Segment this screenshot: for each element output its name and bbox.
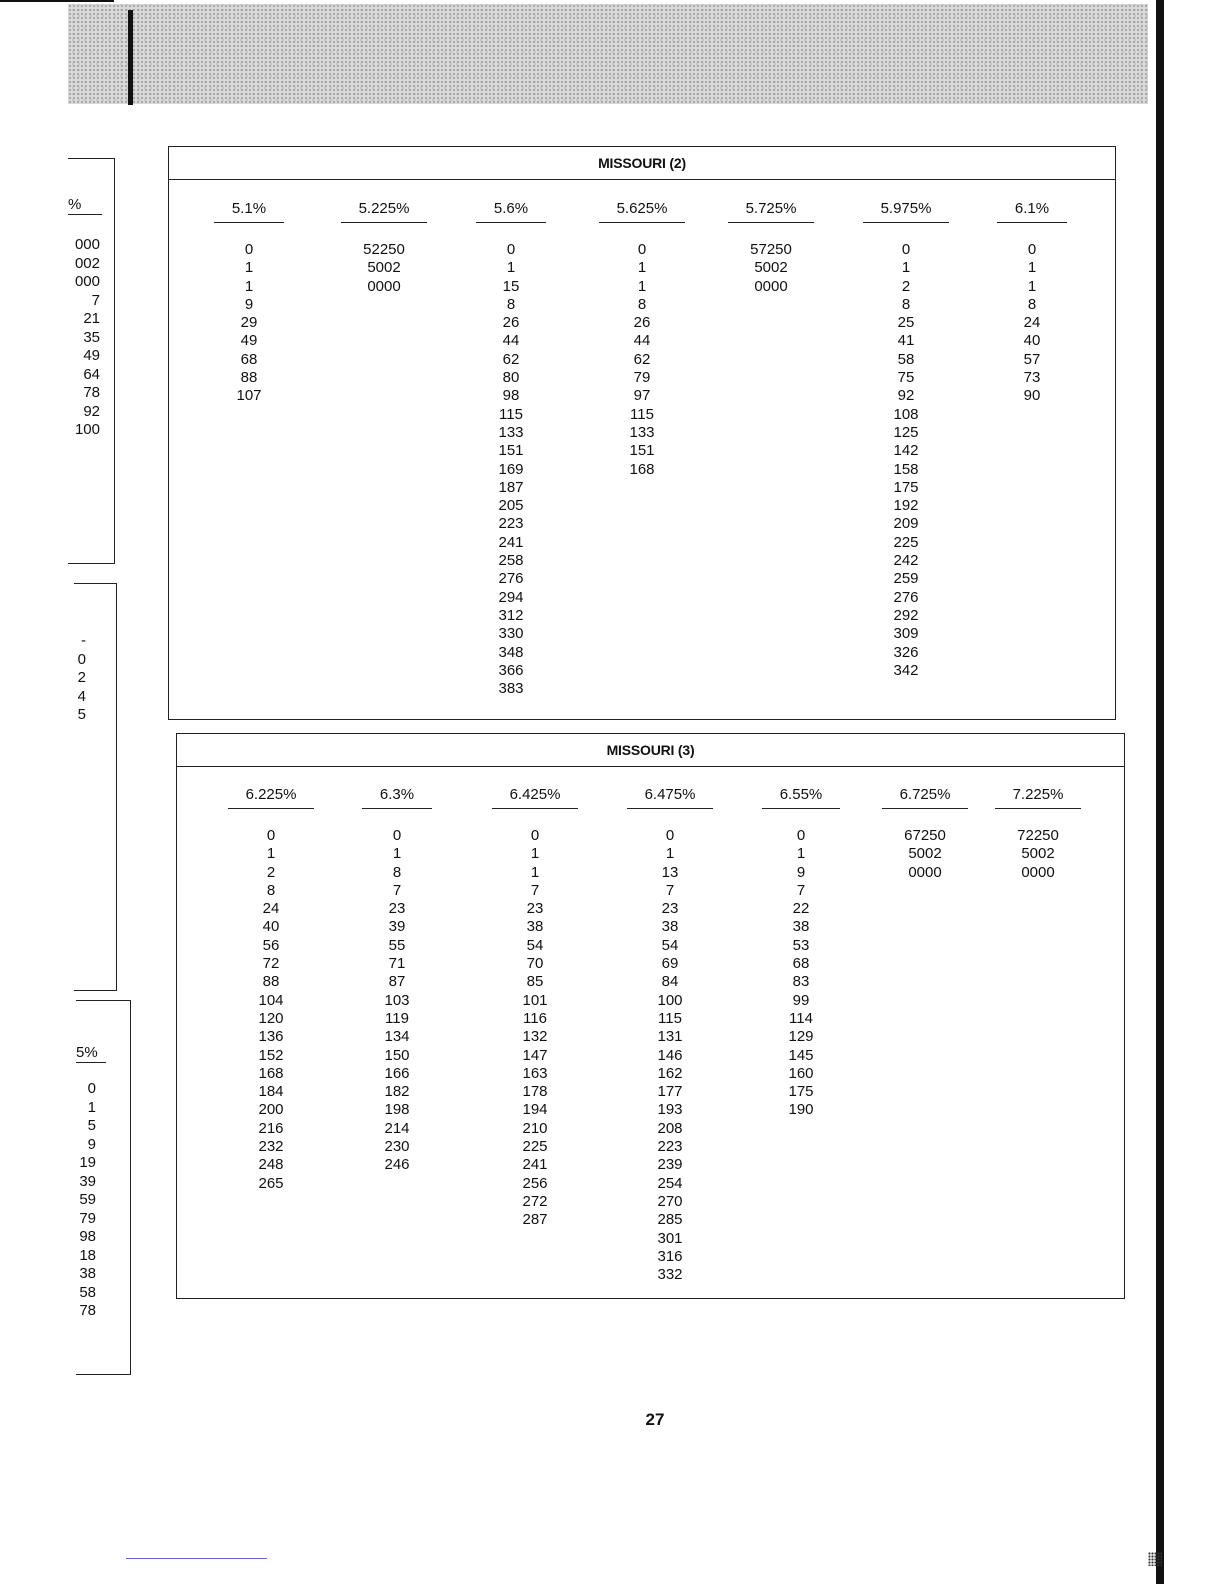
cell-value: 8 <box>392 863 402 881</box>
cell-value: 158 <box>893 460 919 478</box>
fragment-value: 000 <box>74 273 100 290</box>
column-header: 5.225% <box>341 200 428 223</box>
cell-value: 342 <box>893 661 919 679</box>
left-fragment-values-2 <box>62 632 86 725</box>
cell-value: 287 <box>522 1211 548 1229</box>
left-fragment-header-1: % <box>68 196 102 215</box>
cell-value: 132 <box>522 1028 548 1046</box>
fragment-value: 64 <box>83 365 100 383</box>
cell-value: 1 <box>796 845 806 863</box>
cell-value: 175 <box>788 1083 814 1101</box>
fragment-value: 5 <box>87 1117 96 1134</box>
cell-value: 25 <box>897 314 915 332</box>
fragment-value: 78 <box>79 1302 96 1319</box>
cell-value: 115 <box>630 405 654 423</box>
cell-value: 142 <box>893 442 919 460</box>
cell-value: 114 <box>789 1009 813 1027</box>
cell-value: 5002 <box>754 259 788 277</box>
cell-value: 0000 <box>754 277 788 295</box>
fragment-value: 18 <box>79 1246 96 1264</box>
bottom-rule <box>126 1558 267 1559</box>
cell-value: 223 <box>657 1138 683 1156</box>
cell-value: 90 <box>1023 387 1041 405</box>
cell-value: 1 <box>530 863 540 881</box>
cell-value: 330 <box>498 625 524 643</box>
cell-value: 168 <box>629 460 655 478</box>
cell-value: 7 <box>665 881 675 899</box>
fragment-value: 4 <box>77 687 86 705</box>
cell-value: 309 <box>893 625 919 643</box>
cell-value: 152 <box>258 1046 284 1064</box>
column-6.3% <box>337 786 457 1175</box>
fragment-value: 5 <box>77 706 86 723</box>
column-6.55% <box>741 786 861 1120</box>
cell-value: 0 <box>665 827 675 844</box>
cell-value: 87 <box>388 973 406 991</box>
cell-value: 178 <box>522 1083 548 1101</box>
cell-value: 44 <box>633 332 651 350</box>
cell-value: 258 <box>498 552 524 570</box>
cell-value: 22 <box>792 900 810 918</box>
cell-value: 8 <box>901 295 911 313</box>
cell-value: 129 <box>788 1028 814 1046</box>
cell-value: 193 <box>657 1101 683 1119</box>
cell-value: 5002 <box>1021 845 1055 863</box>
cell-value: 160 <box>788 1064 814 1082</box>
cell-value: 210 <box>522 1119 548 1137</box>
cell-value: 1 <box>637 277 647 295</box>
cell-value: 1 <box>530 845 540 863</box>
top-rule <box>0 0 114 2</box>
column-5.225% <box>324 200 444 296</box>
cell-value: 241 <box>522 1156 548 1174</box>
cell-value: 69 <box>661 955 679 973</box>
column-6.725% <box>865 786 985 882</box>
fragment-value: 39 <box>79 1172 96 1190</box>
fragment-value: - <box>81 632 86 649</box>
cell-value: 285 <box>657 1211 683 1229</box>
cell-value: 58 <box>897 350 915 368</box>
cell-value: 239 <box>657 1156 683 1174</box>
column-5.725% <box>711 200 831 296</box>
fragment-value: 58 <box>79 1283 96 1301</box>
cell-value: 119 <box>385 1009 409 1027</box>
cell-value: 150 <box>384 1046 410 1064</box>
column-header: 6.475% <box>627 786 714 809</box>
cell-value: 192 <box>893 497 919 515</box>
fragment-value: 002 <box>74 254 100 272</box>
cell-value: 131 <box>657 1028 683 1046</box>
cell-value: 107 <box>236 387 262 405</box>
cell-value: 332 <box>657 1266 683 1284</box>
cell-value: 194 <box>522 1101 548 1119</box>
cell-value: 115 <box>658 1009 682 1027</box>
cell-value: 29 <box>240 314 258 332</box>
column-6.1% <box>972 200 1092 406</box>
cell-value: 24 <box>262 900 280 918</box>
column-header: 6.3% <box>362 786 432 809</box>
cell-value: 80 <box>502 369 520 387</box>
fragment-value: 1 <box>87 1098 96 1116</box>
page-edge <box>1156 0 1164 1584</box>
cell-value: 57 <box>1023 350 1041 368</box>
cell-value: 5002 <box>367 259 401 277</box>
cell-value: 184 <box>258 1083 284 1101</box>
cell-value: 225 <box>522 1138 548 1156</box>
cell-value: 54 <box>661 936 679 954</box>
cell-value: 1 <box>244 259 254 277</box>
cell-value: 0 <box>244 241 254 258</box>
cell-value: 55 <box>388 936 406 954</box>
cell-value: 259 <box>893 570 919 588</box>
cell-value: 0000 <box>908 863 942 881</box>
fragment-value: 21 <box>83 310 100 327</box>
fragment-value: 19 <box>79 1154 96 1171</box>
left-fragment-header-3: 5% <box>76 1044 106 1063</box>
cell-value: 1 <box>392 845 402 863</box>
cell-value: 1 <box>901 259 911 277</box>
cell-value: 0 <box>506 241 516 258</box>
cell-value: 326 <box>893 643 919 661</box>
cell-value: 133 <box>629 423 655 441</box>
cell-value: 116 <box>523 1009 547 1027</box>
fragment-value: 92 <box>83 402 100 420</box>
cell-value: 1 <box>266 845 276 863</box>
fragment-value: 9 <box>87 1135 96 1153</box>
cell-value: 198 <box>384 1101 410 1119</box>
cell-value: 0 <box>266 827 276 844</box>
cell-value: 2 <box>266 863 276 881</box>
cell-value: 108 <box>893 405 919 423</box>
fragment-value: 98 <box>79 1228 96 1245</box>
column-header: 5.625% <box>599 200 686 223</box>
cell-value: 40 <box>262 918 280 936</box>
cell-value: 88 <box>240 369 258 387</box>
cell-value: 72 <box>262 955 280 973</box>
column-6.475% <box>610 786 730 1284</box>
cell-value: 73 <box>1023 369 1041 387</box>
cell-value: 40 <box>1023 332 1041 350</box>
cell-value: 49 <box>240 332 258 350</box>
cell-value: 208 <box>657 1119 683 1137</box>
cell-value: 7 <box>392 881 402 899</box>
cell-value: 70 <box>526 955 544 973</box>
cell-value: 38 <box>661 918 679 936</box>
cell-value: 52250 <box>363 241 405 258</box>
cell-value: 223 <box>498 515 524 533</box>
cell-value: 1 <box>1027 277 1037 295</box>
cell-value: 26 <box>502 314 520 332</box>
column-header: 5.975% <box>863 200 950 223</box>
column-header: 6.55% <box>762 786 841 809</box>
cell-value: 200 <box>258 1101 284 1119</box>
cell-value: 23 <box>661 900 679 918</box>
fragment-value: 49 <box>83 347 100 364</box>
cell-value: 1 <box>665 845 675 863</box>
cell-value: 0 <box>1027 241 1037 258</box>
fragment-value: 38 <box>79 1265 96 1282</box>
cell-value: 1 <box>506 259 516 277</box>
cell-value: 187 <box>498 478 524 496</box>
cell-value: 254 <box>657 1174 683 1192</box>
column-7.225% <box>978 786 1098 882</box>
cell-value: 97 <box>633 387 651 405</box>
cell-value: 0000 <box>367 277 401 295</box>
column-6.225% <box>211 786 331 1193</box>
cell-value: 57250 <box>750 241 792 258</box>
fragment-value: 2 <box>77 669 86 686</box>
cell-value: 0 <box>637 241 647 258</box>
cell-value: 0 <box>796 827 806 844</box>
cell-value: 216 <box>258 1119 284 1137</box>
cell-value: 225 <box>893 533 919 551</box>
cell-value: 146 <box>657 1046 683 1064</box>
cell-value: 62 <box>633 350 651 368</box>
cell-value: 232 <box>258 1138 284 1156</box>
column-header: 5.1% <box>214 200 284 223</box>
cell-value: 292 <box>893 606 919 624</box>
cell-value: 272 <box>522 1192 548 1210</box>
fragment-value: 0 <box>77 650 86 668</box>
cell-value: 83 <box>792 973 810 991</box>
fragment-value: 100 <box>74 421 100 438</box>
cell-value: 54 <box>526 936 544 954</box>
cell-value: 24 <box>1023 314 1041 332</box>
cell-value: 104 <box>258 991 284 1009</box>
cell-value: 98 <box>502 387 520 405</box>
cell-value: 270 <box>657 1192 683 1210</box>
cell-value: 312 <box>498 606 524 624</box>
cell-value: 68 <box>240 350 258 368</box>
cell-value: 8 <box>506 295 516 313</box>
cell-value: 0 <box>530 827 540 844</box>
cell-value: 8 <box>266 881 276 899</box>
cell-value: 38 <box>526 918 544 936</box>
left-fragment-values-1 <box>62 236 100 440</box>
cell-value: 115 <box>499 405 523 423</box>
cell-value: 38 <box>792 918 810 936</box>
scan-mark <box>1148 1552 1162 1566</box>
cell-value: 79 <box>633 369 651 387</box>
cell-value: 72250 <box>1017 827 1059 844</box>
cell-value: 120 <box>258 1009 284 1027</box>
cell-value: 0 <box>392 827 402 844</box>
cell-value: 53 <box>792 936 810 954</box>
column-6.425% <box>475 786 595 1230</box>
fragment-value: 0 <box>87 1080 96 1097</box>
cell-value: 67250 <box>904 827 946 844</box>
cell-value: 23 <box>526 900 544 918</box>
column-header: 6.225% <box>228 786 315 809</box>
cell-value: 44 <box>502 332 520 350</box>
cell-value: 125 <box>893 423 919 441</box>
column-5.625% <box>582 200 702 479</box>
cell-value: 145 <box>788 1046 814 1064</box>
cell-value: 99 <box>792 991 810 1009</box>
cell-value: 0 <box>901 241 911 258</box>
column-5.975% <box>846 200 966 680</box>
cell-value: 214 <box>384 1119 410 1137</box>
cell-value: 75 <box>897 369 915 387</box>
cell-value: 2 <box>901 277 911 295</box>
cell-value: 256 <box>522 1174 548 1192</box>
cell-value: 136 <box>258 1028 284 1046</box>
cell-value: 41 <box>897 332 915 350</box>
cell-value: 190 <box>788 1101 814 1119</box>
cell-value: 68 <box>792 955 810 973</box>
column-header: 6.1% <box>997 200 1067 223</box>
cell-value: 242 <box>893 552 919 570</box>
cell-value: 9 <box>796 863 806 881</box>
cell-value: 100 <box>657 991 683 1009</box>
fragment-value: 7 <box>91 291 100 309</box>
column-header: 5.725% <box>728 200 815 223</box>
cell-value: 383 <box>498 680 524 698</box>
cell-value: 169 <box>498 460 524 478</box>
column-header: 6.725% <box>882 786 969 809</box>
column-header: 5.6% <box>476 200 546 223</box>
cell-value: 15 <box>502 277 520 295</box>
cell-value: 316 <box>657 1247 683 1265</box>
cell-value: 103 <box>384 991 410 1009</box>
cell-value: 56 <box>262 936 280 954</box>
cell-value: 246 <box>384 1156 410 1174</box>
cell-value: 26 <box>633 314 651 332</box>
cell-value: 209 <box>893 515 919 533</box>
cell-value: 9 <box>244 295 254 313</box>
cell-value: 5002 <box>908 845 942 863</box>
cell-value: 348 <box>498 643 524 661</box>
cell-value: 7 <box>530 881 540 899</box>
cell-value: 85 <box>526 973 544 991</box>
cell-value: 168 <box>258 1064 284 1082</box>
fragment-value: 79 <box>79 1209 96 1227</box>
cell-value: 230 <box>384 1138 410 1156</box>
cell-value: 166 <box>384 1064 410 1082</box>
cell-value: 1 <box>637 259 647 277</box>
column-header: 6.425% <box>492 786 579 809</box>
cell-value: 248 <box>258 1156 284 1174</box>
cell-value: 134 <box>384 1028 410 1046</box>
cell-value: 101 <box>522 991 548 1009</box>
column-5.6% <box>451 200 571 698</box>
cell-value: 13 <box>661 863 679 881</box>
page-number: 27 <box>645 1410 665 1429</box>
cell-value: 0000 <box>1021 863 1055 881</box>
left-fragment-values-3 <box>62 1080 96 1321</box>
cell-value: 163 <box>522 1064 548 1082</box>
cell-value: 162 <box>657 1064 683 1082</box>
fragment-value: 000 <box>74 236 100 253</box>
column-header: 7.225% <box>995 786 1082 809</box>
cell-value: 39 <box>388 918 406 936</box>
cell-value: 62 <box>502 350 520 368</box>
cell-value: 177 <box>657 1083 683 1101</box>
cell-value: 147 <box>522 1046 548 1064</box>
cell-value: 71 <box>388 955 406 973</box>
cell-value: 7 <box>796 881 806 899</box>
table-title: MISSOURI (2) <box>169 147 1115 180</box>
cell-value: 301 <box>657 1229 683 1247</box>
cell-value: 151 <box>629 442 655 460</box>
cell-value: 84 <box>661 973 679 991</box>
cell-value: 241 <box>498 533 524 551</box>
fragment-value: 35 <box>83 328 100 346</box>
cell-value: 182 <box>384 1083 410 1101</box>
cell-value: 133 <box>498 423 524 441</box>
cell-value: 175 <box>893 478 919 496</box>
cell-value: 265 <box>258 1174 284 1192</box>
cell-value: 88 <box>262 973 280 991</box>
header-band <box>68 4 1148 104</box>
fragment-value: 59 <box>79 1191 96 1208</box>
cell-value: 205 <box>498 497 524 515</box>
header-bar <box>128 10 133 105</box>
cell-value: 1 <box>1027 259 1037 277</box>
cell-value: 276 <box>893 588 919 606</box>
cell-value: 8 <box>1027 295 1037 313</box>
cell-value: 8 <box>637 295 647 313</box>
cell-value: 294 <box>498 588 524 606</box>
column-5.1% <box>189 200 309 406</box>
fragment-value: 78 <box>83 384 100 401</box>
cell-value: 23 <box>388 900 406 918</box>
cell-value: 92 <box>897 387 915 405</box>
cell-value: 151 <box>498 442 524 460</box>
cell-value: 276 <box>498 570 524 588</box>
cell-value: 366 <box>498 661 524 679</box>
cell-value: 1 <box>244 277 254 295</box>
table-title: MISSOURI (3) <box>177 734 1124 767</box>
